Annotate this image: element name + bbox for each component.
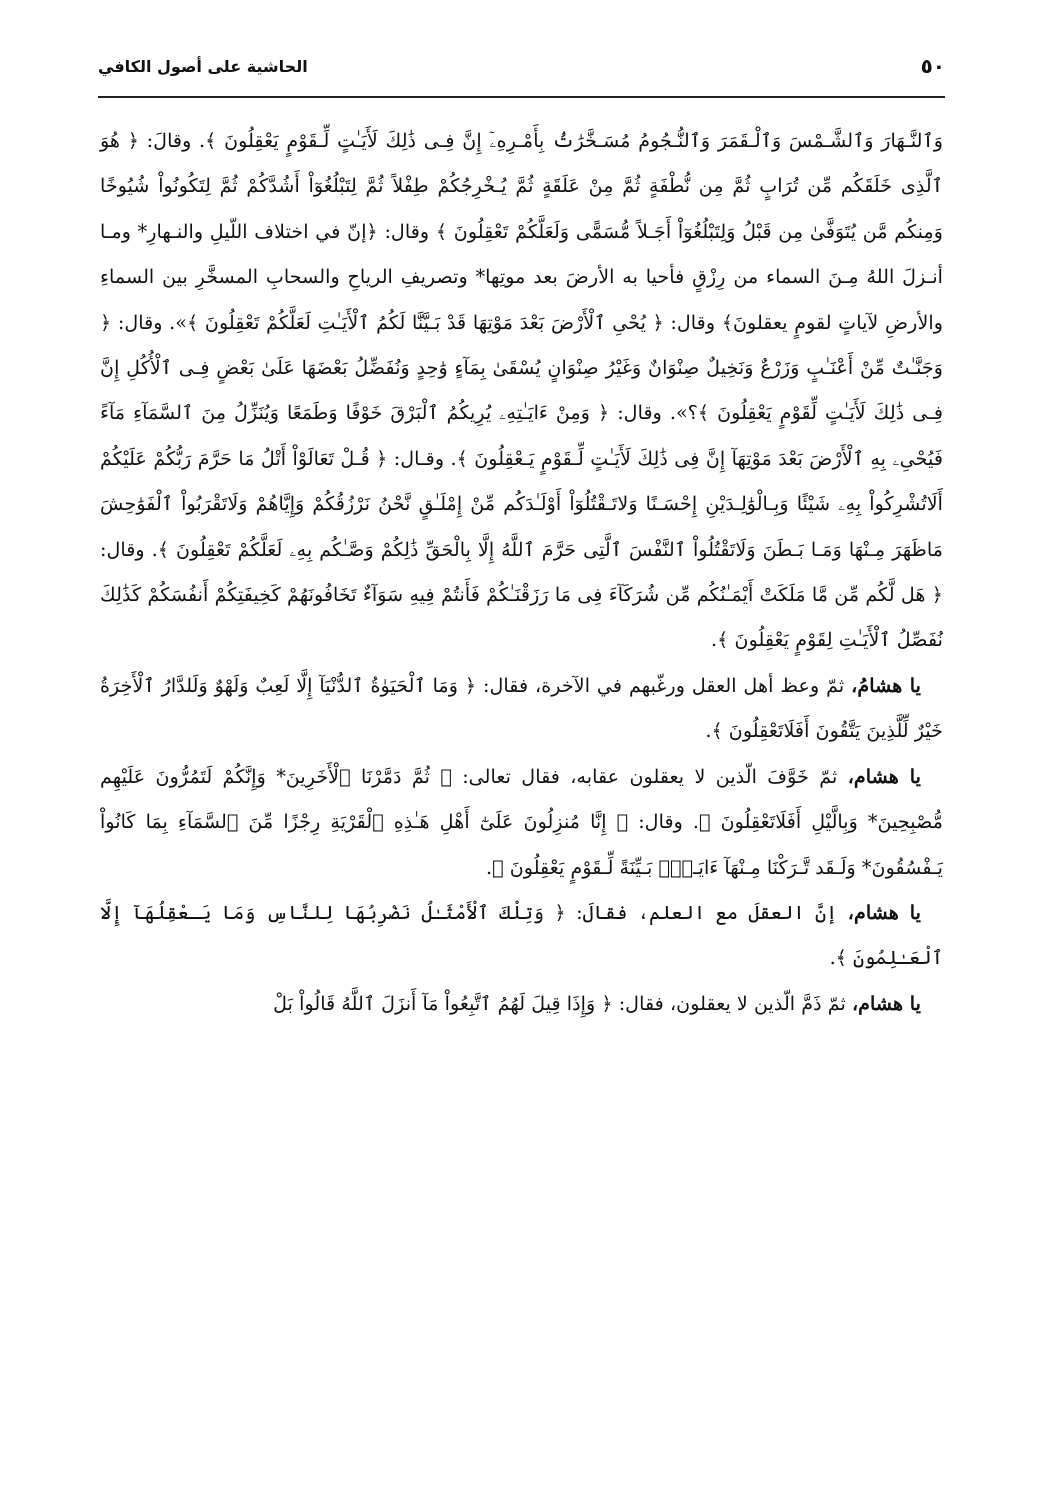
header-divider bbox=[98, 96, 945, 98]
paragraph bbox=[100, 118, 943, 663]
paragraph bbox=[100, 663, 943, 754]
paragraph bbox=[100, 890, 943, 981]
paragraph-text: إنَّ العقلَ مع العلم، فقالَ: ﴿ وَتِلْكَ ٱلْأَمْثَـٰلُ نَضْرِبُهَا لِلنَّاسِ وَمَا يَـعْقِلُهَآ إِلَّا ٱلْعَـٰلِمُونَ ﴾. bbox=[100, 900, 943, 970]
paragraph-lead: يا هشامُ، bbox=[851, 673, 921, 697]
paragraph-text: ثمّ ذَمَّ الّذين لا يعقلون، فقال: ﴿ وَإِذَا قِيلَ لَهُمُ ٱتَّبِعُواْ مَآ أَنزَلَ ٱللَّهُ قَالُواْ بَلْ bbox=[273, 991, 852, 1015]
paragraph-text: ثمّ خَوَّفَ الّذين لا يعقلون عقابه، فقال تعالى: ﴿ ثُمَّ دَمَّرْنَا ٱلْأَخَرِينَ* وَإِنَّكُمْ لَتَمُرُّونَ عَلَيْهِم مُّصْبِحِينَ* وَبِالَّيْلِ أَفَلَاتَعْقِلُونَ ﴾. وقال: ﴿ إِنَّا مُنزِلُونَ عَلَىٰٓ أَهْلِ هَـٰذِهِ ٱلْقَرْيَةِ رِجْزًا مِّنَ ٱلسَّمَآءِ بِمَا كَانُواْ يَـفْسُقُونَ* وَلَـقَد تَّـرَكْنَا مِـنْهَآ ءَايَـةًۢ بَـيِّنَةً لِّـقَوْمٍ يَعْقِلُونَ ﴾. bbox=[100, 764, 943, 879]
paragraph-lead: يا هشام، bbox=[851, 991, 921, 1015]
page-number: ٥٠ bbox=[920, 54, 945, 78]
running-title: الحاشية على أصول الكافي bbox=[98, 56, 308, 76]
body-text bbox=[100, 118, 943, 1026]
paragraph-lead: يا هشام، bbox=[847, 900, 921, 924]
paragraph bbox=[100, 754, 943, 890]
paragraph-text: ثمّ وعظ أهل العقل ورغّبهم في الآخرة، فقال: ﴿ وَمَا ٱلْحَيَوٰةُ ٱلدُّنْيَآ إِلَّا لَعِبٌ وَلَهْوٌ وَلَلدَّارُ ٱلْأَخِرَةُ خَيْرٌ لِّلَّذِينَ يَتَّقُونَ أَفَلَاتَعْقِلُونَ ﴾. bbox=[100, 673, 943, 743]
page-header bbox=[98, 46, 945, 86]
paragraph-text: وَٱلنَّـهَارَ وَٱلشَّـمْسَ وَٱلْـقَمَرَ وَٱلنُّـجُومُ مُسَـخَّرَٰتُۢ بِأَمْـرِهِۦٓ إِنَّ فِـى ذَٰلِكَ لَأَيَـٰتٍ لِّـقَوْمٍ يَعْقِلُونَ ﴾. وقالَ: ﴿ هُوَ ٱلَّذِى خَلَقَكُم مِّن تُرَابٍ ثُمَّ مِن نُّطْفَةٍ ثُمَّ مِنْ عَلَقَةٍ ثُمَّ يُـخْرِجُكُمْ طِفْلاً ثُمَّ لِتَبْلُغُوٓاْ أَشُدَّكُمْ ثُمَّ لِتَكُونُواْ شُيُوخًا وَمِنكُم مَّن يُتَوَفَّىٰ مِن قَبْلُ وَلِتَبْلُغُوٓاْ أَجَـلاً مُّسَمًّى وَلَعَلَّكُمْ تَعْقِلُونَ ﴾ وقال: ﴿إنّ في اختلاف اللّيلِ والنـهارِ* ومـا أنـزلَ اللهُ مِـنَ السماء من رِزْقٍ فأحيا به الأرضَ بعد موتِها* وتصريفِ الرياحِ والسحابِ المسخَّرِ بين السماءِ والأرضِ لآياتٍ لقومٍ يعقلونَ﴾ وقال: ﴿ يُحْىِ ٱلْأَرْضَ بَعْدَ مَوْتِهَا قَدْ بَـيَّنَّا لَكُمُ ٱلْأَيَـٰتِ لَعَلَّكُمْ تَعْقِلُونَ ﴾». وقال: ﴿ وَجَنَّـٰتٌ مِّنْ أَعْنَـٰبٍ وَزَرْعٌ وَنَخِيلٌ صِنْوَانٌ وَغَيْرُ صِنْوَانٍ يُسْقَىٰ بِمَآءٍ وَٰحِدٍ وَنُفَضِّلُ بَعْضَهَا عَلَىٰ بَعْضٍ فِـى ٱلْأُكُلِ إِنَّ فِـى ذَٰلِكَ لَأَيَـٰتٍ لِّقَوْمٍ يَعْقِلُونَ ﴾؟». وقال: ﴿ وَمِنْ ءَايَـٰتِهِۦ يُرِيكُمُ ٱلْبَرْقَ خَوْفًا وَطَمَعًا وَيُنَزِّلُ مِنَ ٱلسَّمَآءِ مَآءً فَيُحْىِۦ بِهِ ٱلْأَرْضَ بَعْدَ مَوْتِهَآ إِنَّ فِى ذَٰلِكَ لَأَيَـٰتٍ لِّـقَوْمٍ يَـعْقِلُونَ ﴾. وقـال: ﴿ قُـلْ تَعَالَوْاْ أَتْلُ مَا حَرَّمَ رَبُّكُمْ عَلَيْكُمْ أَلَاتُشْرِكُواْ بِهِۦ شَيْئًا وَبِـالْوَٰلِـدَيْنِ إِحْسَـنًا وَلاتَـقْتُلُوٓاْ أَوْلَـٰدَكُم مِّنْ إِمْلَـٰقٍ نَّحْنُ نَرْزُقُكُمْ وَإِيَّاهُمْ وَلَاتَقْرَبُواْ ٱلْفَوَٰحِشَ مَاظَهَرَ مِـنْهَا وَمَـا بَـطَنَ وَلَاتَقْتُلُواْ ٱلنَّفْسَ ٱلَّتِى حَرَّمَ ٱللَّهُ إِلَّا بِالْحَقِّ ذَٰلِكُمْ وَصَّـٰكُم بِهِۦ لَعَلَّكُمْ تَعْقِلُونَ ﴾. وقال: ﴿ هَل لَّكُم مِّن مَّا مَلَكَتْ أَيْمَـٰنُكُم مِّن شُرَكَآءَ فِى مَا رَزَقْنَـٰكُمْ فَأَنتُمْ فِيهِ سَوَآءٌ تَخَافُونَهُمْ كَخِيفَتِكُمْ أَنفُسَكُمْ كَذَٰلِكَ نُفَصِّلُ ٱلْأَيَـٰتِ لِقَوْمٍ يَعْقِلُونَ ﴾. bbox=[100, 129, 943, 652]
paragraph bbox=[100, 981, 943, 1026]
paragraph-lead: يا هشام، bbox=[847, 764, 921, 788]
